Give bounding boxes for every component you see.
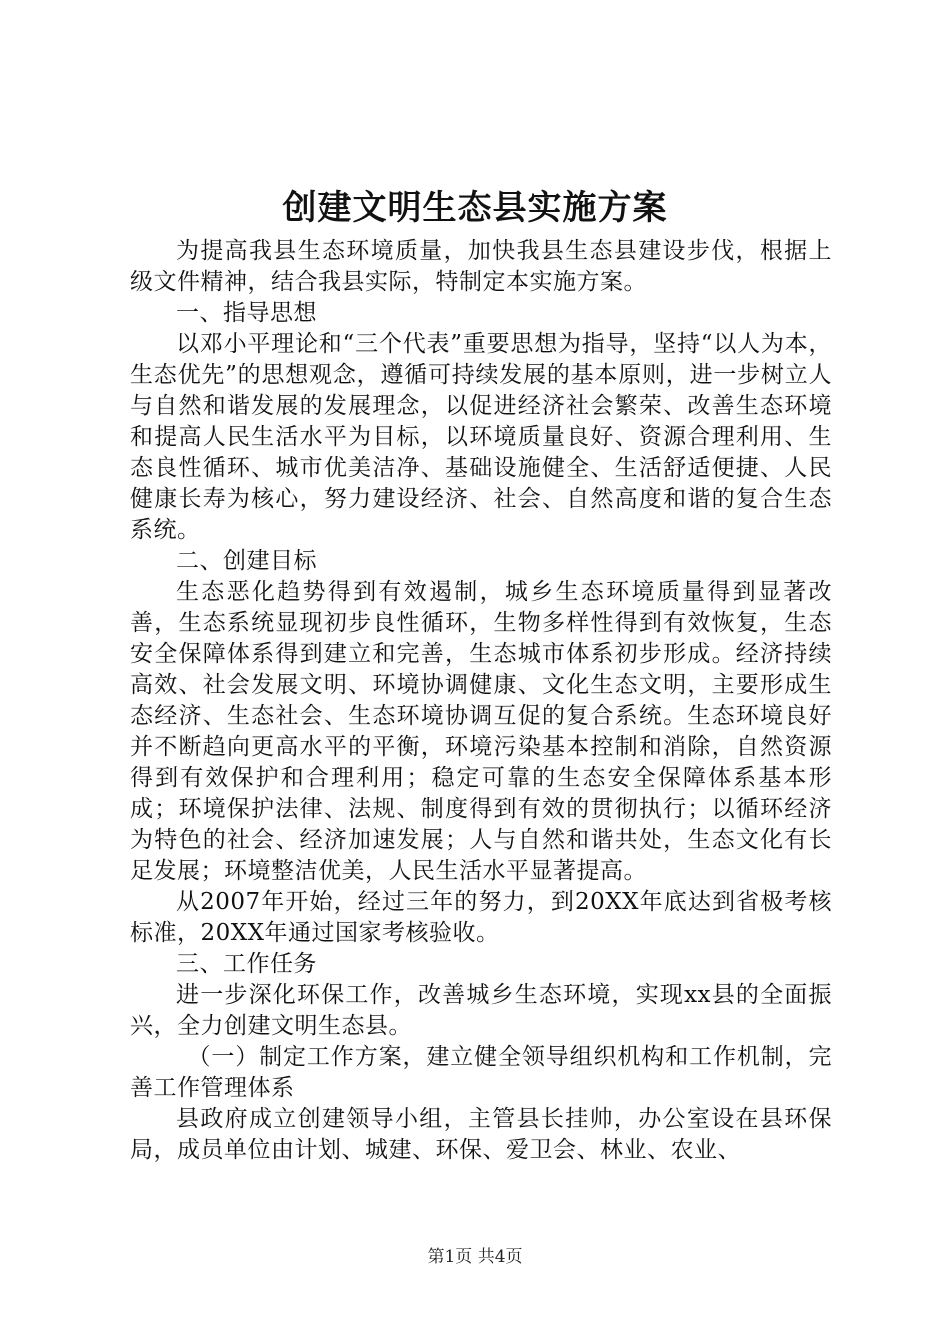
- document-title: 创建文明生态县实施方案: [282, 188, 668, 228]
- section-paragraph-goals: 生态恶化趋势得到有效遏制，城乡生态环境质量得到显著改善，生态系统显现初步良性循环，生物多样性得到有效恢复，生态安全保障体系得到建立和完善，生态城市体系初步形成。经济持续高效、社会发展文明、环境协调健康、文化生态文明，主要形成生态经济、生态社会、生态环境协调互促的复合系统。生态环境良好并不断趋向更高水平的平衡，环境污染基本控制和消除，自然资源得到有效保护和合理利用；稳定可靠的生态安全保障体系基本形成；环境保护法律、法规、制度得到有效的贯彻执行；以循环经济为特色的社会、经济加速发展；人与自然和谐共处，生态文化有长足发展；环境整洁优美，人民生活水平显著提高。: [130, 579, 832, 884]
- section-heading-guiding-ideology: 一、指导思想: [176, 300, 317, 326]
- section-paragraph-guiding-ideology: 以邓小平理论和“三个代表”重要思想为指导，坚持“以人为本，生态优先”的思想观念，遵循可持续发展的基本原则，进一步树立人与自然和谐发展的发展理念，以促进经济社会繁荣、改善生态环境和提高人民生活水平为目标，以环境质量良好、资源合理利用、生态良性循环、城市优美洁净、基础设施健全、生活舒适便捷、人民健康长寿为核心，努力建设经济、社会、自然高度和谐的复合生态系统。: [130, 331, 832, 543]
- subsection-paragraph-work-plan: 县政府成立创建领导小组，主管县长挂帅，办公室设在县环保局，成员单位由计划、城建、环保、爱卫会、林业、农业、: [130, 1106, 832, 1163]
- section-heading-tasks: 三、工作任务: [176, 951, 317, 977]
- intro-paragraph: 为提高我县生态环境质量，加快我县生态县建设步伐，根据上级文件精神，结合我县实际，特制定本实施方案。: [130, 238, 832, 295]
- section-paragraph-timeline: 从2007年开始，经过三年的努力，到20XX年底达到省极考核标准，20XX年通过国家考核验收。: [130, 889, 832, 946]
- subsection-heading-work-plan: （一）制定工作方案，建立健全领导组织机构和工作机制，完善工作管理体系: [130, 1044, 832, 1101]
- document-body: [130, 236, 832, 1166]
- section-heading-goals: 二、创建目标: [176, 548, 317, 574]
- page-number-footer: 第1页 共4页: [427, 1247, 523, 1267]
- section-paragraph-tasks: 进一步深化环保工作，改善城乡生态环境，实现xx县的全面振兴，全力创建文明生态县。: [130, 982, 832, 1039]
